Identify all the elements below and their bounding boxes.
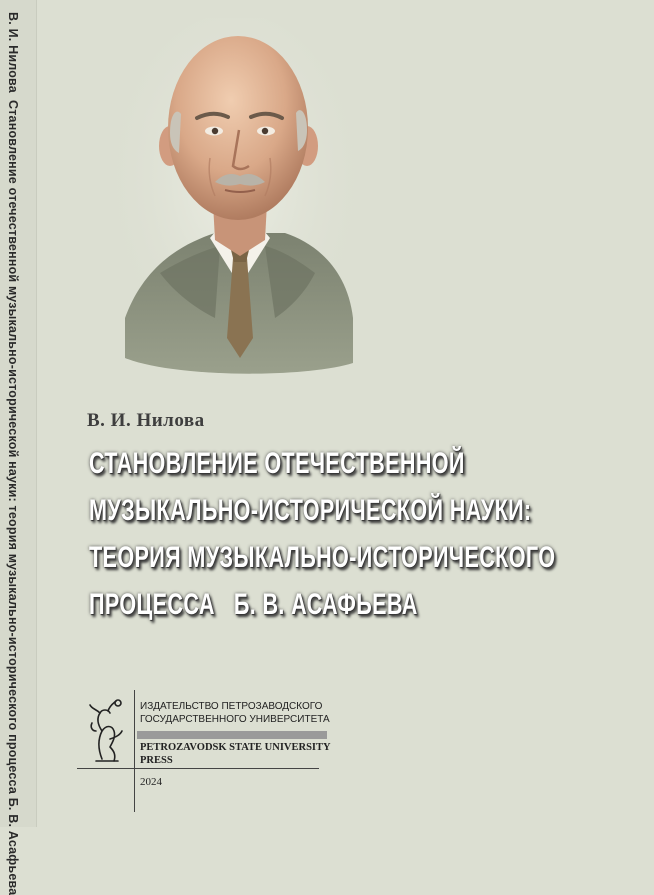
publisher-divider-horizontal (77, 768, 319, 769)
bear-emblem-icon (82, 697, 130, 765)
title-line: ПРОЦЕССА Б. В. АСАФЬЕВА (89, 588, 418, 621)
book-cover (37, 0, 654, 827)
book-spine (0, 0, 37, 895)
author-portrait (115, 18, 355, 383)
publisher-divider-vertical (134, 690, 135, 812)
publisher-ru-line: ГОСУДАРСТВЕННОГО УНИВЕРСИТЕТА (140, 714, 330, 725)
publisher-bar (137, 731, 327, 739)
spine-title: Становление отечественной музыкально-исторической науки: теория музыкально-исторического процесса Б. В. Асафьева (6, 100, 20, 895)
publisher-name-ru (140, 700, 330, 726)
publisher-en-line: PRESS (140, 755, 173, 766)
title-line: ТЕОРИЯ МУЗЫКАЛЬНО-ИСТОРИЧЕСКОГО (89, 541, 556, 574)
cover-author: В. И. Нилова (87, 410, 205, 431)
publisher-name-en (140, 741, 331, 767)
spine-author: В. И. Нилова (6, 12, 20, 93)
publisher-ru-line: ИЗДАТЕЛЬСТВО ПЕТРОЗАВОДСКОГО (140, 701, 323, 712)
title-line: МУЗЫКАЛЬНО-ИСТОРИЧЕСКОЙ НАУКИ: (89, 494, 532, 527)
cover-title (89, 440, 556, 628)
publisher-en-line: PETROZAVODSK STATE UNIVERSITY (140, 742, 331, 753)
publication-year: 2024 (140, 776, 162, 788)
title-line: СТАНОВЛЕНИЕ ОТЕЧЕСТВЕННОЙ (89, 447, 465, 480)
